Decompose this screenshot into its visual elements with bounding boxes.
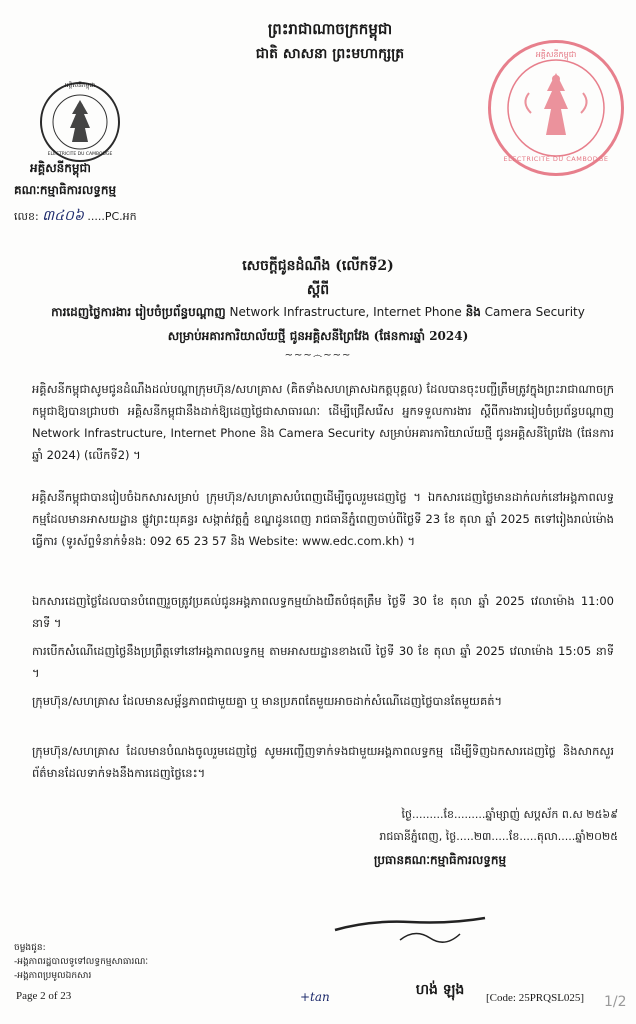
cc-title: ចម្លងជូន: bbox=[14, 943, 46, 953]
handwritten-initial: +tan bbox=[300, 990, 330, 1004]
seal-text-kh: អគ្គិសនីកម្ពុជា bbox=[535, 50, 577, 59]
notice-subject-label: ស្តីពី bbox=[306, 282, 330, 298]
notice-subject-line bbox=[20, 304, 616, 322]
body-paragraph-4: ការបើកសំណើដេញថ្លៃនឹងប្រព្រឹត្តទៅនៅអង្គភាពលទ្ធកម្ម តាមអាសយដ្ឋានខាងលើ ថ្ងៃទី 30 ខែ តុលា ឆ្នាំ 2025 វេលាម៉ោង 15:05 នាទី ។ bbox=[32, 644, 614, 680]
cc-item-2: -អង្គភាពប្រមូលឯកសារ bbox=[14, 971, 92, 981]
motto-line: ជាតិ សាសនា ព្រះមហាក្សត្រ bbox=[255, 46, 405, 62]
title-divider: ~~~෴~~~ bbox=[284, 350, 352, 361]
seal-emblem-icon bbox=[491, 43, 621, 173]
edc-logo bbox=[40, 82, 120, 162]
seal-text-en: ELECTRICITE DU CAMBODGE bbox=[503, 155, 609, 163]
ref-label: លេខ: bbox=[14, 210, 39, 223]
page-marker: 1/2 bbox=[604, 994, 627, 1010]
org-committee: គណៈកម្មាធិការលទ្ធកម្ម bbox=[14, 183, 117, 197]
subject-kh: ការដេញថ្លៃការងារ រៀបចំប្រព័ន្ធបណ្តាញ bbox=[51, 305, 226, 319]
org-name: អគ្គិសនីកម្ពុជា bbox=[30, 161, 91, 175]
body-paragraph-6: ក្រុមហ៊ុន/សហគ្រាស ដែលមានបំណងចូលរួមដេញថ្លៃ សូមអញ្ជើញទាក់ទងជាមួយអង្គភាពលទ្ធកម្ម ដើម្បីទិញឯកសារដេញថ្លៃ និងសាកសួរព័ត៌មានដែលទាក់ទងនឹងការដេញថ្លៃនេះ។ bbox=[32, 744, 614, 780]
document-code: [Code: 25PRQSL025] bbox=[486, 992, 585, 1004]
notice-title: សេចក្តីជូនដំណឹង (លើកទី2) bbox=[242, 258, 394, 274]
page-number: Page 2 of 23 bbox=[16, 990, 72, 1002]
subject-en: Network Infrastructure, Internet Phone bbox=[229, 305, 462, 319]
signer-name: ហង់ ឡុង bbox=[415, 982, 465, 998]
red-seal bbox=[488, 40, 624, 176]
notice-subject-line2: សម្រាប់អគារការិយាល័យថ្មី ជូនអគ្គិសនីព្រៃវែង (ផែនការឆ្នាំ 2024) bbox=[167, 329, 469, 343]
cc-item-1: -អង្គភាពរដ្ឋបាលទូទៅលទ្ធកម្មសាធារណៈ bbox=[14, 957, 149, 967]
ref-number: ៣៤០៦ bbox=[42, 208, 84, 224]
subject-and: និង bbox=[465, 305, 481, 319]
lunar-date-line: ថ្ងៃ.........ខែ.........ឆ្នាំម្សាញ់ សប្តស័ក ព.ស ២៥៦៩ bbox=[401, 808, 618, 821]
solar-date-line: រាជធានីភ្នំពេញ, ថ្ងៃ.....២៣.....ខែ.....តុលា.....ឆ្នាំ២០២៥ bbox=[379, 830, 618, 843]
ref-suffix: .....PC.អក bbox=[87, 210, 137, 223]
subject-en2: Camera Security bbox=[484, 305, 585, 319]
body-paragraph-3: ឯកសារដេញថ្លៃដែលបានបំពេញរួចត្រូវប្រគល់ជូនអង្គភាពលទ្ធកម្មយ៉ាងយឺតបំផុតត្រឹម ថ្ងៃទី 30 ខែ តុលា ឆ្នាំ 2025 វេលាម៉ោង 11:00 នាទី ។ bbox=[32, 594, 614, 630]
signer-title: ប្រធានគណៈកម្មាធិការលទ្ធកម្ម bbox=[373, 853, 507, 867]
signature-scribble-icon bbox=[330, 900, 490, 950]
body-paragraph-1: អគ្គិសនីកម្ពុជាសូមជូនដំណឹងដល់បណ្តាក្រុមហ៊ុន/សហគ្រាស (គិតទាំងសហគ្រាសឯកត្តបុគ្គល) ដែលបានចុះបញ្ជីត្រឹមត្រូវក្នុងព្រះរាជាណាចក្រកម្ពុជាឱ្យបានជ្រាបថា អគ្គិសនីកម្ពុជានឹងដាក់ឱ្យដេញថ្លៃជាសាធារណៈ ដើម្បីជ្រើសរើស អ្នកទទួលការងារ ស្តីពីការងាររៀបចំប្រព័ន្ធបណ្តាញ Network Infrastructure, Internet Phone និង Camera Security សម្រាប់អគារការិយាល័យថ្មី ជូនអគ្គិសនីព្រៃវែង (ផែនការឆ្នាំ 2024) (លើកទី2) ។ bbox=[32, 382, 614, 462]
body-paragraph-2: អគ្គិសនីកម្ពុជាបានរៀបចំឯកសារសម្រាប់ ក្រុមហ៊ុន/សហគ្រាសបំពេញដើម្បីចូលរួមដេញថ្លៃ ។ ឯកសារដេញថ្លៃមានដាក់លក់នៅអង្គភាពលទ្ធកម្មដែលមានអាសយដ្ឋាន ផ្លូវព្រះយុគន្ធរ សង្កាត់វត្តភ្នំ ខណ្ឌដូនពេញ រាជធានីភ្នំពេញចាប់ពីថ្ងៃទី 23 ខែ តុលា ឆ្នាំ 2025 តទៅរៀងរាល់ម៉ោងធ្វើការ (ទូរស័ព្ទទំនាក់ទំនង: 092 65 23 57 និង Website: www.edc.com.kh) ។ bbox=[32, 490, 614, 548]
edc-logo-emblem-icon bbox=[42, 84, 118, 160]
logo-ring-text: អគ្គិសនីកម្ពុជា bbox=[64, 82, 96, 89]
logo-ring-text-en: ELECTRICITE DU CAMBODGE bbox=[47, 152, 113, 157]
kingdom-line: ព្រះរាជាណាចក្រកម្ពុជា bbox=[267, 20, 393, 38]
body-paragraph-5: ក្រុមហ៊ុន/សហគ្រាស ដែលមានសម្ព័ន្ធភាពជាមួយគ្នា ឬ មានប្រភពតែមួយអាចដាក់សំណើដេញថ្លៃបានតែមួយគត់។ bbox=[32, 694, 503, 708]
reference-number bbox=[14, 206, 137, 227]
